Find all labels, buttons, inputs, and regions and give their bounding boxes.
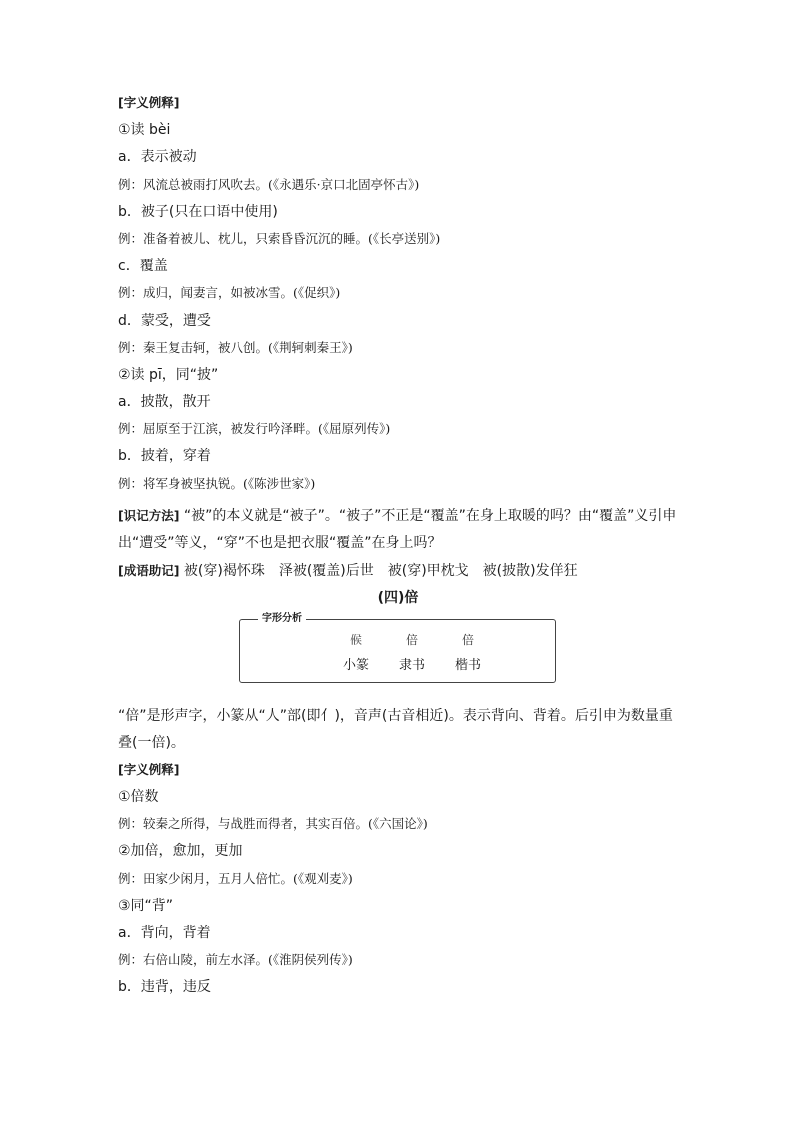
sub-sense: a．表示被动 <box>118 149 197 166</box>
section-title: (四)倍 <box>377 589 419 606</box>
seal-script-label: 小篆 <box>342 657 369 673</box>
document-page <box>118 94 678 1006</box>
idiom-paragraph <box>118 557 678 585</box>
clerical-script-label: 隶书 <box>398 657 425 673</box>
example-sentence: 例：将军身被坚执锐。(《陈涉世家》) <box>118 475 316 491</box>
sense-heading: ①倍数 <box>118 789 159 805</box>
sub-sense: b．被子(只在口语中使用) <box>118 203 278 220</box>
glyph-cell-clerical <box>384 630 440 676</box>
glyph-cell-regular <box>440 630 496 676</box>
sub-sense: c．覆盖 <box>118 258 168 275</box>
example-sentence: 例：屈原至于江滨，被发行吟泽畔。(《屈原列传》) <box>118 421 391 437</box>
section1-entries <box>118 121 678 492</box>
regular-script-glyph: 倍 <box>461 632 474 647</box>
sub-sense: b．披着，穿着 <box>118 448 211 465</box>
method-text: “被”的本义就是“被子”。“被子”不正是“覆盖”在身上取暖的吗？由“覆盖”义引申出“遭受”等义，“穿”不也是把衣服“覆盖”在身上吗？ <box>118 507 677 551</box>
glyph-analysis-box <box>239 612 556 683</box>
sense-heading: ②加倍，愈加，更加 <box>118 843 243 860</box>
section-heading-2: [字义例释] <box>118 761 180 777</box>
sense-heading: ①读 bèi <box>118 122 171 139</box>
clerical-script-glyph: 倍 <box>405 632 418 647</box>
method-tag: [识记方法] <box>118 507 180 523</box>
sub-sense: b．违背，违反 <box>118 979 211 996</box>
example-sentence: 例：成归，闻妻言，如被冰雪。(《促织》) <box>118 285 341 301</box>
glyph-cell-seal <box>328 630 384 676</box>
method-paragraph <box>118 502 678 557</box>
sense-heading: ②读 pī，同“披” <box>118 366 219 383</box>
idiom-text: 被(穿)褐怀珠 泽被(覆盖)后世 被(穿)甲枕戈 被(披散)发佯狂 <box>183 562 578 579</box>
analysis-paragraph: “倍”是形声字，小篆从“人”部(即亻)，音声(古音相近)。表示背向、背着。后引申为数量重叠(一倍)。 <box>118 707 673 751</box>
regular-script-label: 楷书 <box>454 657 481 673</box>
section2-entries <box>118 788 678 996</box>
example-sentence: 例：右倍山陵，前左水泽。(《淮阴侯列传》) <box>118 952 353 968</box>
glyph-row <box>328 630 496 676</box>
example-sentence: 例：准备着被儿、枕儿，只索昏昏沉沉的睡。(《长亭送别》) <box>118 230 441 246</box>
seal-script-glyph: 𠋫 <box>349 632 362 647</box>
sub-sense: d．蒙受，遭受 <box>118 312 211 329</box>
sub-sense: a．披散，散开 <box>118 394 211 411</box>
sub-sense: a．背向，背着 <box>118 924 211 941</box>
example-sentence: 例：较秦之所得，与战胜而得者，其实百倍。(《六国论》) <box>118 816 428 832</box>
idiom-tag: [成语助记] <box>118 562 180 578</box>
example-sentence: 例：田家少闲月，五月人倍忙。(《观刈麦》) <box>118 870 353 886</box>
sense-heading: ③同“背” <box>118 897 174 914</box>
glyph-box-label: 字形分析 <box>258 612 306 626</box>
section-heading: [字义例释] <box>118 95 180 110</box>
example-sentence: 例：秦王复击轲，被八创。(《荆轲刺秦王》) <box>118 339 353 355</box>
example-sentence: 例：风流总被雨打风吹去。(《永遇乐·京口北固亭怀古》) <box>118 176 420 192</box>
